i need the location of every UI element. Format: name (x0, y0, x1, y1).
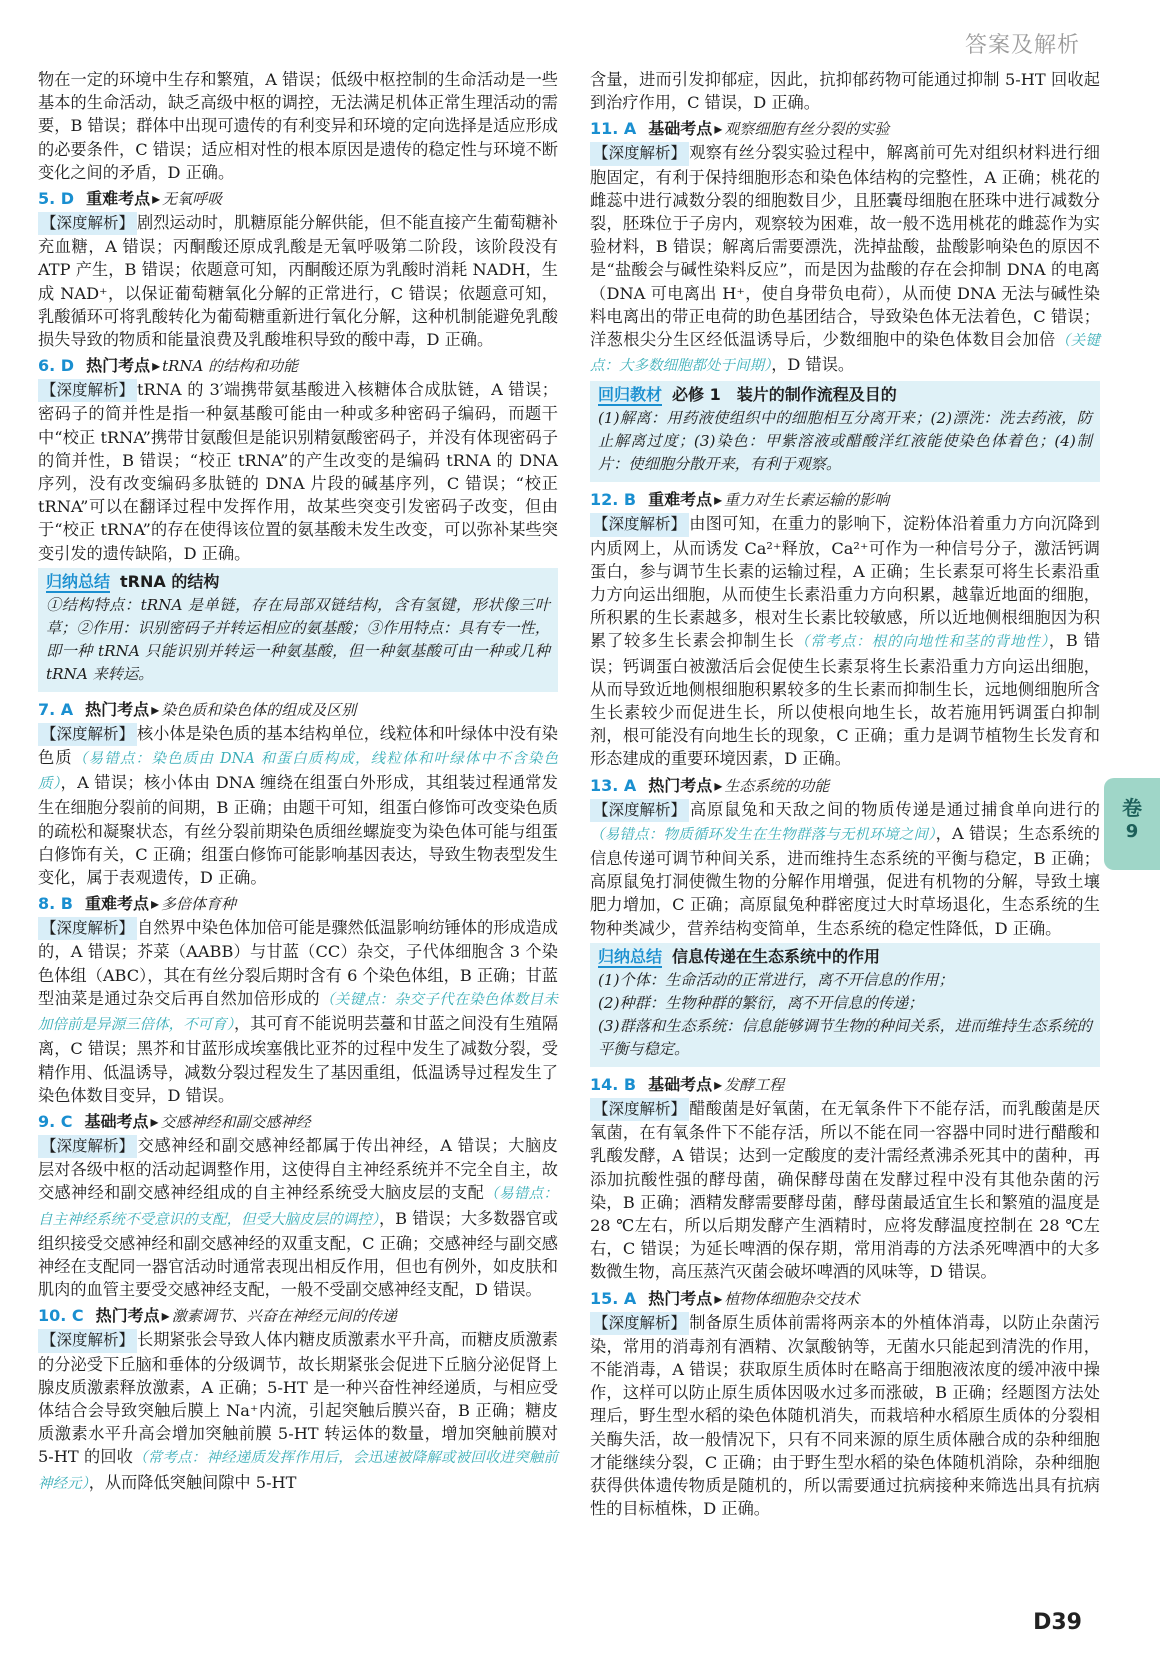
topic-point: 发酵工程 (724, 1075, 785, 1094)
box-body: (1)解离：用药液使组织中的细胞相互分离开来；(2)漂洗：洗去药液，防止解离过度；(3)染色：甲紫溶液或醋酸洋红液能使染色体着色；(4)制片：使细胞分散开来，有利于观察。 (598, 409, 1092, 474)
analysis-text: 观察有丝分裂实验过程中，解离前可先对组织材料进行细胞固定，有利于保持细胞形态和染色体结构的完整性，A 正确；桃花的雌蕊中进行减数分裂的细胞数目少，且胚囊母细胞在胚珠中进行减数分裂，胚珠位于子房内，观察较为困难，故一般不选用桃花的雌蕊作为实验材料，B 错误；解离后需要漂洗，洗掉盐酸，盐酸影响染色的原因不是“盐酸会与碱性染料反应”，而是因为盐酸的存在会抑制 DNA 的电离（DNA 可电离出 H⁺，使自身带负电荷），从而使 DNA 无法与碱性染料电离出的带正电荷的助色基团结合，导致染色体无法着色，C 错误；洋葱根尖分生区经低温诱导后，少数细胞中的染色体数目会加倍 (590, 143, 1100, 350)
note-text: （易错点：自主神经系统不受意识的支配，但受大脑皮层的调控） (38, 1186, 559, 1228)
topic-point: 植物体细胞杂交技术 (724, 1289, 860, 1308)
analysis-text: tRNA 的 3′端携带氨基酸进入核糖体合成肽链，A 错误；密码子的简并性是指一种氨基酸可能由一种或多种密码子编码，而题干中“校正 tRNA”携带甘氨酸但是能识别精氨酸密码子，并没有体现密码子的简并性，B 错误；“校正 tRNA”的产生改变的是编码 tRNA 的 DNA 序列，没有改变编码多肽链的 DNA 片段的碱基序列，C 错误；“校正 tRNA”可以在翻译过程中发挥作用，故某些突变引发密码子改变，但由于“校正 tRNA”的存在使得该位置的氨基酸未发生改变，可以弥补某些突变引发的遗传缺陷，D 正确。 (38, 380, 558, 563)
answer-14-header (590, 1073, 1100, 1097)
analysis-text: 由图可知，在重力的影响下，淀粉体沿着重力方向沉降到内质网上，从而诱发 Ca²⁺释放，Ca²⁺可作为一种信号分子，激活钙调蛋白，参与调节生长素的运输过程，A 正确；生长素泵可将生长素沿重力方向运出细胞，从而使生长素沿重力方向积累，越靠近地面的细胞，所积累的生长素越多，根对生长素比较敏感，所以近地侧根细胞因为积累了较多生长素会抑制生长 (590, 514, 1100, 651)
analysis-text: ，其可育不能说明芸薹和甘蓝之间没有生殖隔离，C 错误；黑芥和甘蓝形成埃塞俄比亚芥的过程中发生了减数分裂，受精作用、低温诱导，减数分裂过程发生了基因重组，低温诱导过程发生了染色体数目变异，D 错误。 (38, 1014, 559, 1105)
summary-box-information-transfer (590, 943, 1100, 1067)
box-title: tRNA 的结构 (120, 571, 220, 591)
answer-15-header (590, 1287, 1100, 1311)
analysis-tag: 【深度解析】 (590, 799, 689, 822)
page-header-title: 答案及解析 (964, 33, 1080, 58)
box-header (598, 383, 1092, 407)
box-title: 信息传递在生态系统中的作用 (672, 946, 881, 966)
arrow-icon: ▸ (714, 1288, 723, 1308)
answer-8-header (38, 892, 558, 916)
answer-number: 5. D (38, 189, 75, 209)
answer-5-header (38, 187, 558, 211)
answer-12-analysis (590, 512, 1100, 770)
arrow-icon: ▸ (714, 775, 723, 795)
answer-12-header (590, 488, 1100, 512)
answer-13-header (590, 774, 1100, 798)
note-text: （易错点：物质循环发生在生物群落与无机环境之间） (590, 826, 936, 843)
box-line: (2)种群：生物种群的繁衍，离不开信息的传递； (598, 993, 924, 1012)
summary-box-trna (38, 568, 558, 692)
note-text: （关键点：大多数细胞都处于间期） (590, 333, 1101, 375)
page-number: D39 (1033, 1610, 1082, 1635)
answer-number: 9. C (38, 1111, 73, 1131)
analysis-tag: 【深度解析】 (590, 142, 689, 165)
box-body: ①结构特点：tRNA 是单链，存在局部双链结构，含有氢键，形状像三叶草；②作用：识别密码子并转运相应的氨基酸；③作用特点：具有专一性，即一种 tRNA 只能识别并转运一种氨基酸，但一种氨基酸可由一种或几种 tRNA 来转运。 (46, 595, 550, 683)
topic-point: 观察细胞有丝分裂的实验 (724, 120, 890, 139)
note-text: （常考点：神经递质发挥作用后，会迅速被降解或被回收进突触前神经元） (38, 1450, 558, 1492)
analysis-text: ，B 错误；大多数器官或组织接受交感神经和副交感神经的双重支配，C 正确；交感神经与副交感神经在支配同一器官活动时通常表现出相反作用，但也有例外，如皮肤和肌肉的血管主要受交感神经支配，一般不受副交感神经支配，D 错误。 (38, 1208, 558, 1300)
analysis-tag: 【深度解析】 (38, 1135, 137, 1158)
arrow-icon: ▸ (152, 189, 161, 209)
arrow-icon: ▸ (714, 1074, 723, 1094)
volume-side-tab (1104, 778, 1160, 870)
analysis-text: 醋酸菌是好氧菌，在无氧条件下不能存活，而乳酸菌是厌氧菌，在有氧条件下不能存活，所以不能在同一容器中同时进行醋酸和乳酸发酵，A 错误；达到一定酸度的麦汁需经煮沸杀死其中的菌种，再添加抗酸性强的酵母菌，确保酵母菌在发酵过程中没有其他杂菌的污染，B 正确；酒精发酵需要酵母菌，酵母菌最适宜生长和繁殖的温度是 28 ℃左右，所以后期发酵产生酒精时，应将发酵温度控制在 28 ℃左右，C 错误；为延长啤酒的保存期，常用消毒的方法杀死啤酒中的大多数微生物，高压蒸汽灭菌会破坏啤酒的风味等，D 错误。 (590, 1098, 1100, 1282)
analysis-tag: 【深度解析】 (38, 212, 137, 235)
answer-number: 10. C (38, 1306, 84, 1326)
topic-label: 重难考点 (648, 490, 713, 510)
topic-point: tRNA 的结构和功能 (162, 357, 299, 376)
answer-number: 13. A (590, 775, 637, 795)
arrow-icon: ▸ (151, 894, 160, 914)
analysis-text: 核小体是染色质的基本结构单位，线粒体和叶绿体中没有染色质 (38, 723, 558, 768)
arrow-icon: ▸ (714, 119, 723, 139)
analysis-tag: 【深度解析】 (38, 1329, 137, 1352)
topic-point: 激素调节、兴奋在神经元间的传递 (171, 1307, 397, 1326)
topic-point: 生态系统的功能 (724, 776, 830, 795)
answer-number: 14. B (590, 1074, 637, 1094)
continued-paragraph: 物在一定的环境中生存和繁殖，A 错误；低级中枢控制的生命活动是一些基本的生命活动，缺乏高级中枢的调控，无法满足机体正常生理活动的需要，B 错误；群体中出现可遗传的有利变异和环境的定向选择是适应形成的必要条件，C 错误；适应相对性的根本原因是遗传的稳定性与环境不断变化之间的矛盾，D 正确。 (38, 70, 558, 182)
answer-6-analysis (38, 378, 558, 565)
topic-point: 重力对生长素运输的影响 (724, 491, 890, 510)
answer-number: 11. A (590, 119, 637, 139)
topic-label: 基础考点 (84, 1111, 149, 1131)
analysis-text: 制备原生质体前需将两亲本的外植体消毒，以防止杂菌污染，常用的消毒剂有酒精、次氯酸钠等，无菌水只能起到清洗的作用，不能消毒，A 错误；获取原生质体时在略高于细胞液浓度的缓冲液中操作，这样可以防止原生质体因吸水过多而涨破，B 正确；经题图方法处理后，野生型水稻的染色体随机消失，而栽培种水稻原生质体的分裂相关酶失活，故一般情况下，只有不同来源的原生质体融合成的杂种细胞才能继续分裂，C 正确；由于野生型水稻的染色体随机消除，杂种细胞获得供体遗传物质是随机的，所以需要通过抗病接种来筛选出具有抗病性的目标植株，D 正确。 (590, 1312, 1100, 1519)
answer-5-analysis (38, 211, 558, 351)
arrow-icon: ▸ (150, 1111, 159, 1131)
analysis-text: ，从而降低突触间隙中 5-HT (88, 1472, 297, 1492)
topic-point: 无氧呼吸 (162, 190, 223, 209)
answer-15-analysis (590, 1311, 1100, 1521)
box-header (46, 570, 550, 594)
answer-11-header (590, 117, 1100, 141)
answer-number: 6. D (38, 356, 75, 376)
analysis-text: 长期紧张会导致人体内糖皮质激素水平升高，而糖皮质激素的分泌受下丘脑和垂体的分级调节，故长期紧张会促进下丘脑分泌促肾上腺皮质激素释放激素，A 正确；5-HT 是一种兴奋性神经递质，与相应受体结合会导致突触后膜上 Na⁺内流，引起突触后膜兴奋，B 正确；糖皮质激素水平升高会增加突触前膜 5-HT 转运体的数量，增加突触前膜对 5-HT 的回收 (38, 1330, 558, 1467)
arrow-icon: ▸ (714, 490, 723, 510)
analysis-tag: 【深度解析】 (38, 379, 137, 402)
topic-label: 基础考点 (648, 1074, 713, 1094)
answer-7-header (38, 698, 558, 722)
analysis-text: 自然界中染色体加倍可能是骤然低温影响纺锤体的形成造成的，A 错误；芥菜（AABB）与甘蓝（CC）杂交，子代体细胞含 3 个染色体组（ABC），其在有丝分裂后期时含有 6 个染色体组，B 正确；甘蓝型油菜是通过杂交后再自然加倍形成的 (38, 918, 558, 1008)
topic-label: 热门考点 (86, 356, 151, 376)
analysis-tag: 【深度解析】 (590, 513, 689, 536)
analysis-tag: 【深度解析】 (590, 1098, 689, 1121)
answer-9-header (38, 1110, 558, 1134)
topic-label: 重难考点 (84, 894, 149, 914)
answer-number: 7. A (38, 699, 74, 719)
topic-label: 热门考点 (648, 1288, 713, 1308)
analysis-text: ，B 错误；钙调蛋白被激活后会促使生长素泵将生长素沿重力方向运出细胞，从而导致近地侧根细胞积累较多的生长素而抑制生长，远地侧细胞所含生长素较少而促进生长，所以使根向地生长，故若施用钙调蛋白抑制剂，根可能没有向地生长的现象，C 正确；重力是调节植物生长发育和形态建成的重要环境因素，D 正确。 (590, 631, 1101, 769)
analysis-text: 高原鼠兔和天敌之间的物质传递是通过捕食单向进行的 (689, 799, 1100, 819)
note-text: （常考点：根的向地性和茎的背地性） (794, 634, 1049, 651)
topic-label: 热门考点 (648, 775, 713, 795)
topic-label: 热门考点 (95, 1306, 160, 1326)
box-label: 归纳总结 (46, 571, 111, 591)
answer-6-header (38, 354, 558, 378)
topic-point: 交感神经和副交感神经 (160, 1112, 311, 1131)
right-column (590, 68, 1100, 1521)
note-text: （关键点：杂交子代在染色体数目未加倍前是异源三倍体，不可育） (38, 991, 559, 1034)
box-label: 回归教材 (598, 385, 663, 405)
analysis-text: ，A 错误；生态系统的信息传递可调节种间关系，进而维持生态系统的平衡与稳定，B 正确；高原鼠兔打洞使微生物的分解作用增强，促进有机物的分解，导致土壤肥力增加，C 正确；高原鼠兔种群密度过大时草场退化，生态系统的生物种类减少，营养结构变简单，生态系统的稳定性降低，D 正确。 (590, 823, 1100, 938)
topic-point: 染色质和染色体的组成及区别 (161, 700, 357, 719)
topic-label: 重难考点 (86, 189, 151, 209)
box-header (598, 945, 1092, 969)
answer-10-header (38, 1304, 558, 1328)
note-text: （易错点：染色质由 DNA 和蛋白质构成，线粒体和叶绿体中不含染色质） (38, 751, 558, 793)
side-tab-number: 9 (1125, 821, 1139, 842)
left-column (38, 68, 558, 1497)
topic-label: 热门考点 (85, 699, 150, 719)
analysis-text: 剧烈运动时，肌糖原能分解供能，但不能直接产生葡萄糖补充血糖，A 错误；丙酮酸还原成乳酸是无氧呼吸第二阶段，该阶段没有 ATP 产生，B 错误；依题意可知，丙酮酸还原为乳酸时消耗 NADH，生成 NAD⁺，以保证葡萄糖氧化分解的正常进行，C 错误；依题意可知，乳酸循环可将乳酸转化为葡萄糖重新进行氧化分解，这种机制能避免乳酸损失导致的物质和能量浪费及乳酸堆积导致的酸中毒，D 正确。 (38, 213, 558, 350)
answer-number: 8. B (38, 894, 73, 914)
box-title: 必修 1 装片的制作流程及目的 (672, 385, 897, 405)
topic-point: 多倍体育种 (161, 895, 237, 914)
box-label: 归纳总结 (598, 946, 663, 966)
analysis-tag: 【深度解析】 (38, 723, 137, 746)
analysis-tag: 【深度解析】 (590, 1312, 689, 1335)
arrow-icon: ▸ (161, 1306, 170, 1326)
answer-8-analysis (38, 916, 558, 1107)
box-line: (1)个体：生命活动的正常进行，离不开信息的作用； (598, 970, 954, 989)
answer-9-analysis (38, 1134, 558, 1301)
answer-11-analysis (590, 141, 1100, 378)
continued-paragraph: 含量，进而引发抑郁症，因此，抗抑郁药物可能通过抑制 5-HT 回收起到治疗作用，C 错误，D 正确。 (590, 70, 1100, 113)
textbook-box-slide-making (590, 381, 1100, 482)
analysis-text: 交感神经和副交感神经都属于传出神经，A 错误；大脑皮层对各级中枢的活动起调整作用，这使得自主神经系统并不完全自主，故交感神经和副交感神经组成的自主神经系统受大脑皮层的支配 (38, 1135, 558, 1203)
analysis-tag: 【深度解析】 (38, 917, 137, 940)
arrow-icon: ▸ (151, 699, 160, 719)
topic-label: 基础考点 (648, 119, 713, 139)
answer-7-analysis (38, 722, 558, 889)
side-tab-label: 卷 (1122, 796, 1142, 820)
answer-14-analysis (590, 1097, 1100, 1284)
analysis-text: ，D 错误。 (771, 355, 855, 375)
answer-13-analysis (590, 798, 1100, 940)
answer-number: 15. A (590, 1288, 637, 1308)
box-line: (3)群落和生态系统：信息能够调节生物的种间关系，进而维持生态系统的平衡与稳定。 (598, 1016, 1092, 1058)
arrow-icon: ▸ (152, 356, 161, 376)
answer-10-analysis (38, 1328, 558, 1495)
analysis-text: ，A 错误；核小体由 DNA 缠绕在组蛋白外形成，其组装过程通常发生在细胞分裂前的间期，B 正确；由题干可知，组蛋白修饰可改变染色质的疏松和凝聚状态，有丝分裂前期染色质细丝螺旋变为染色体可能与组蛋白修饰有关，C 正确；组蛋白修饰可能影响基因表达，导致生物表型发生变化，属于表观遗传，D 正确。 (38, 773, 558, 888)
answer-number: 12. B (590, 490, 637, 510)
